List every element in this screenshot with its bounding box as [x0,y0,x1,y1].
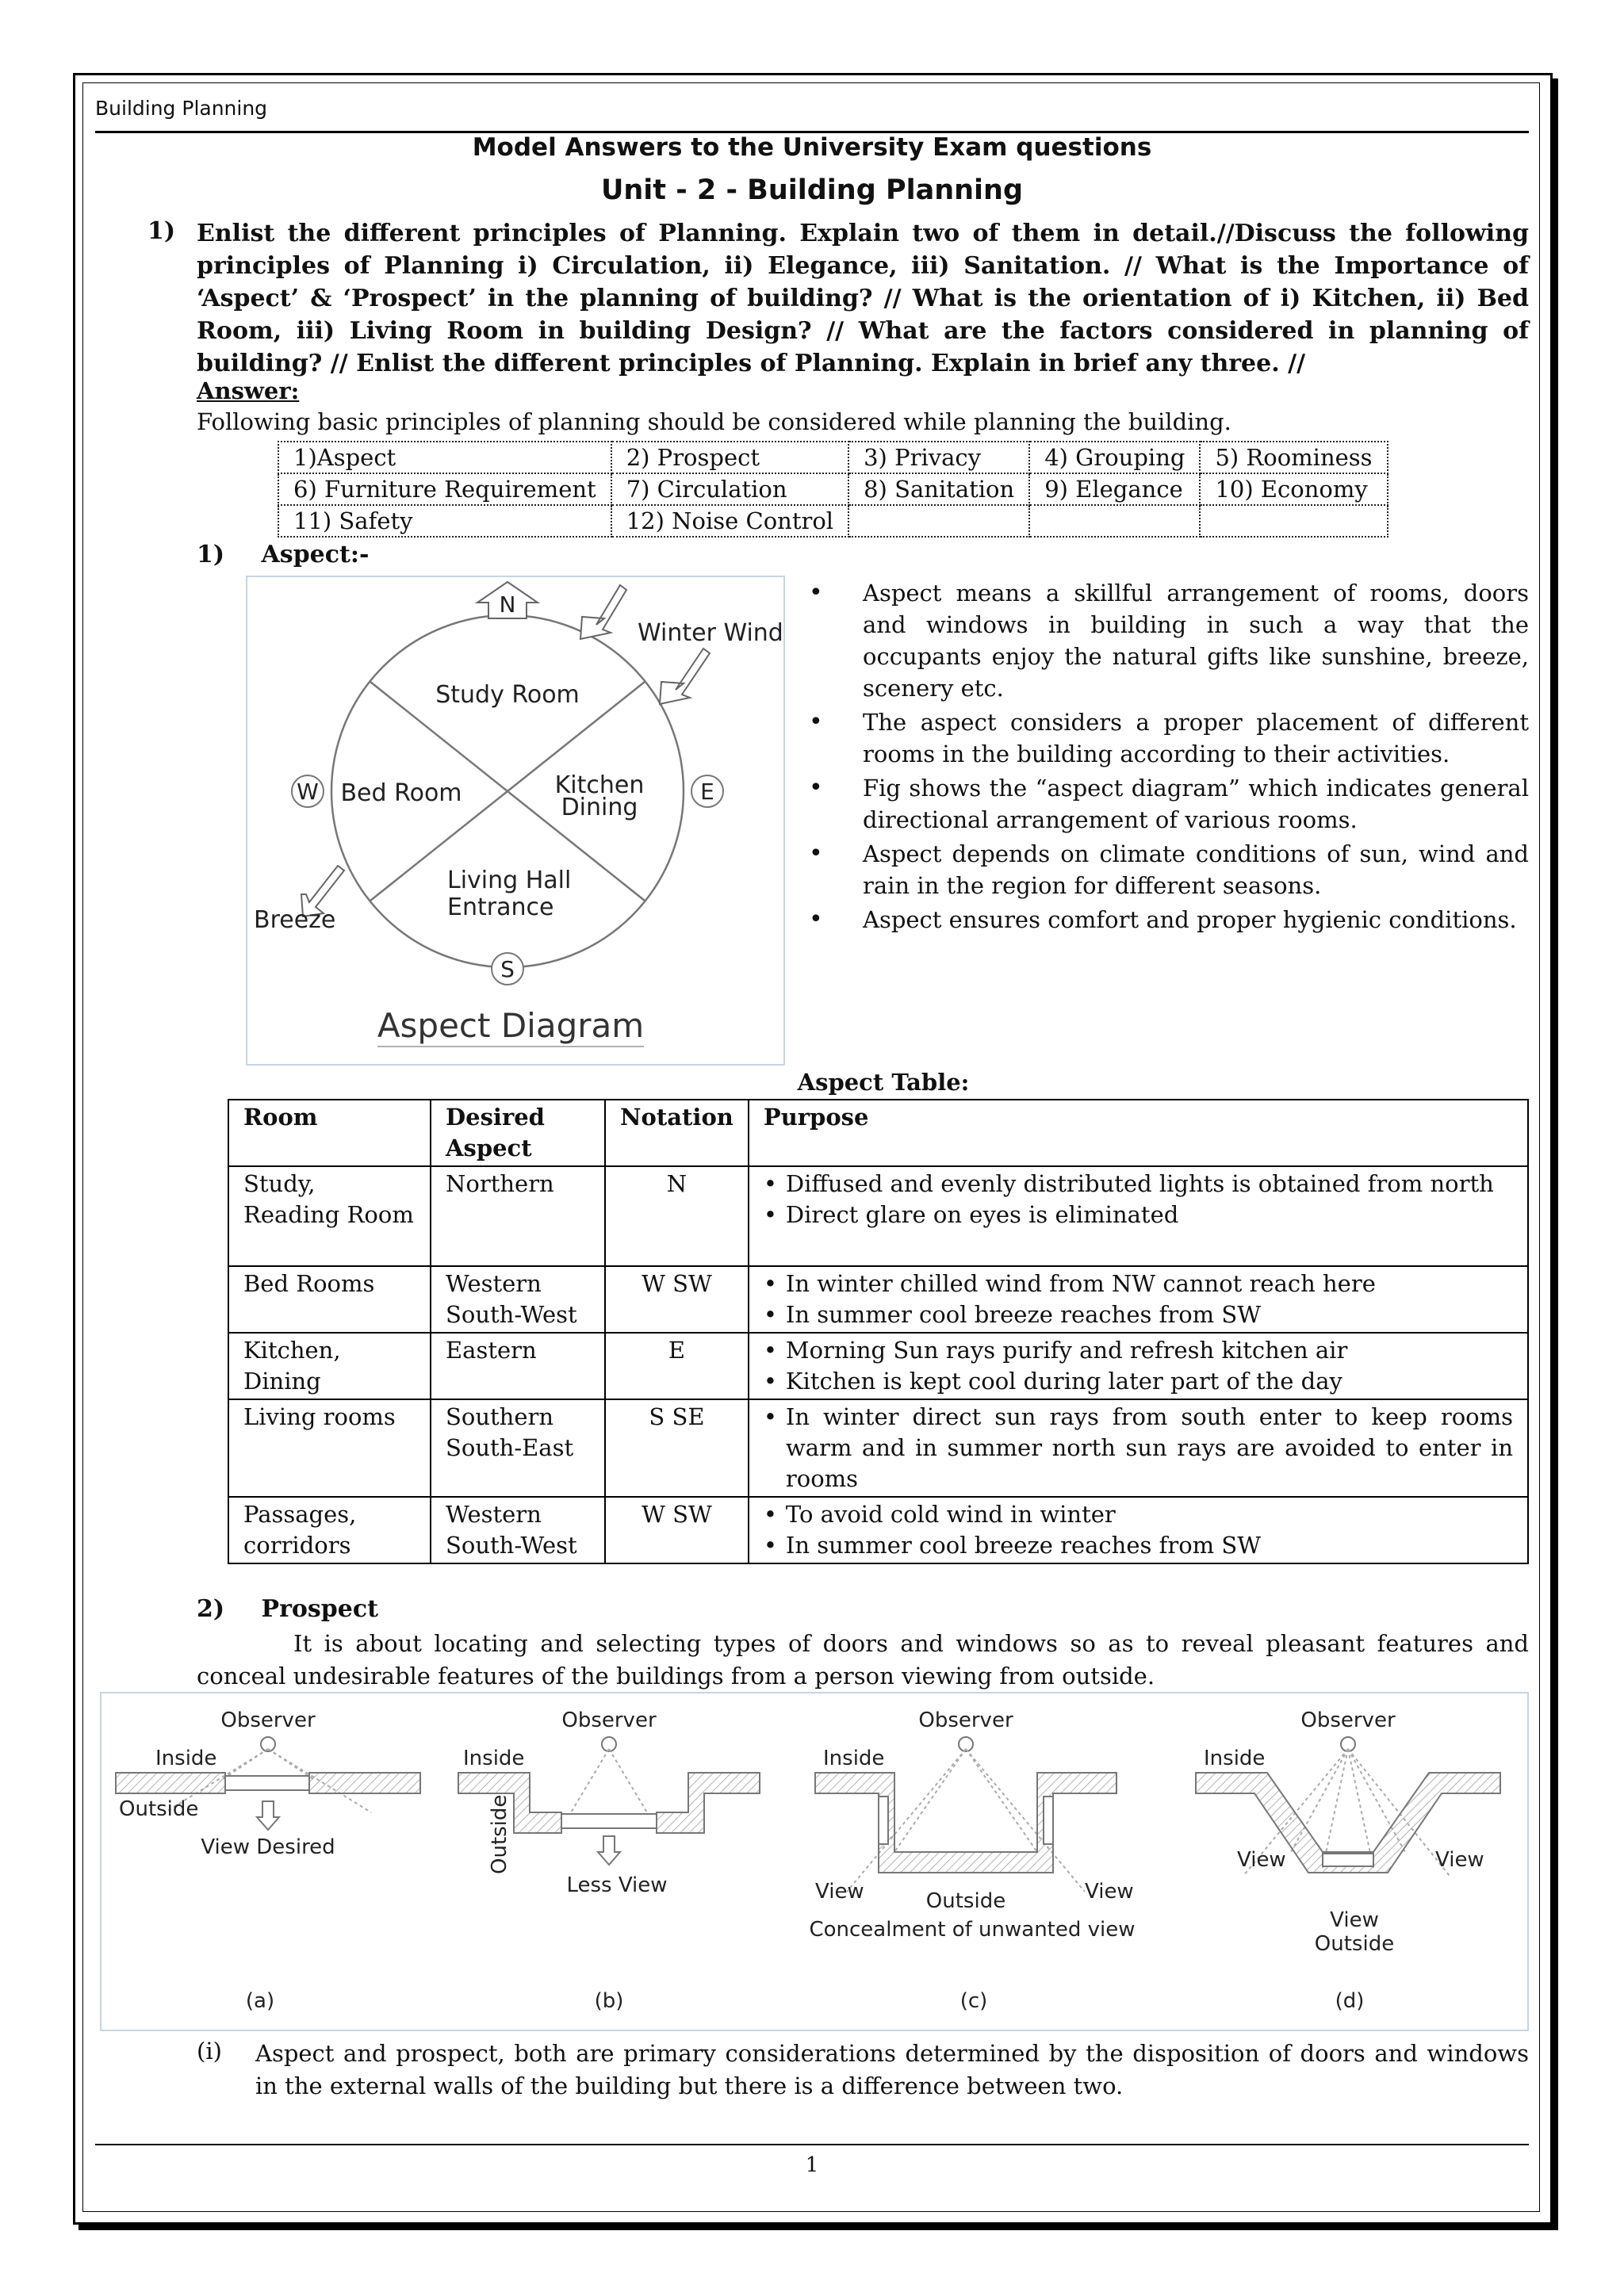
principle-cell: 9) Elegance [1029,473,1200,505]
principle-cell: 12) Noise Control [611,505,848,537]
study-room-label: Study Room [435,681,580,709]
list-item: • Aspect depends on climate conditions of sun, wind and rain in the region for different seasons. [809,838,1529,901]
purpose-item: • Kitchen is kept cool during later part of the day [764,1366,1513,1397]
purpose-item: • In winter direct sun rays from south enter to keep rooms warm and in summer north sun rays are avoided to enter in rooms [764,1402,1513,1494]
table-row [278,442,1388,473]
inside-b: Inside [463,1747,525,1770]
question-number: 1) [147,217,176,245]
aspect-title: Aspect:- [261,541,370,568]
aspect-table [228,1099,1529,1564]
bed-room-label: Bed Room [340,779,462,807]
table-row [228,1497,1528,1563]
entrance-label: Entrance [447,894,554,921]
kitchen-label: Kitchen [554,771,645,799]
cell-purpose [749,1266,1528,1333]
outside-c: Outside [925,1889,1006,1913]
caption-c: (c) [959,1989,988,2013]
principle-cell: 8) Sanitation [848,473,1029,505]
list-item: • Aspect ensures comfort and proper hygienic conditions. [809,904,1529,936]
purpose-item: • In summer cool breeze reaches from SW [764,1299,1513,1330]
cell-room: Study, Reading Room [228,1166,431,1266]
prospect-figure [100,1692,1529,2031]
prospect-figure-svg [102,1693,1527,2030]
breeze-label: Breeze [254,906,336,934]
footer-rule [95,2144,1529,2145]
page-number: 1 [805,2153,819,2177]
question-text: Enlist the different principles of Planning. Explain two of them in detail.//Discuss the following principles of Planning i) Circulation, ii) Elegance, iii) Sanitation. // What is the Importance of ‘Aspect’ & ‘Prospect’ in the planning of building? // What is the orientation of i) Kitchen, ii) Bed Room, iii) Living Room in building Design? // What are the factors considered in planning of building? // Enlist the different principles of Planning. Explain in brief any three. // [197,220,1529,377]
observer-a: Observer [220,1709,316,1732]
principle-cell [1200,505,1387,537]
unit-title: Unit - 2 - Building Planning [600,174,1024,206]
cell-purpose [749,1333,1528,1399]
cell-aspect: Northern [431,1166,605,1266]
page [95,87,1529,2196]
table-row [228,1333,1528,1399]
cell-purpose [749,1166,1528,1266]
principle-cell: 2) Prospect [611,442,848,473]
aspect-diagram [246,576,785,1066]
caption-a: (a) [245,1989,275,2013]
principle-cell [1029,505,1200,537]
principles-table [278,441,1388,538]
principle-cell: 4) Grouping [1029,442,1200,473]
dining-label: Dining [561,794,638,821]
principle-cell: 1)Aspect [278,442,611,473]
aspect-heading [197,541,369,568]
purpose-item: • In summer cool breeze reaches from SW [764,1530,1513,1561]
header-notation: Notation [605,1100,749,1166]
west-label: W [297,779,319,805]
list-item: • The aspect considers a proper placement of different rooms in the building according to their activities. [809,706,1529,770]
south-label: S [500,956,515,982]
cell-notation: W SW [605,1497,749,1563]
main-title: Model Answers to the University Exam questions [472,133,1152,162]
prospect-heading [197,1595,378,1623]
observer-d: Observer [1300,1709,1396,1732]
view-d-left: View [1237,1848,1286,1872]
concealment-label: Concealment of unwanted view [809,1918,1136,1942]
table-row [278,473,1388,505]
prospect-title: Prospect [261,1595,378,1623]
cell-room: Kitchen, Dining [228,1333,431,1399]
cell-aspect: Western South-West [431,1497,605,1563]
view-c-right: View [1085,1880,1134,1904]
principle-cell: 5) Roominess [1200,442,1387,473]
aspect-diagram-svg [247,577,783,1064]
principle-cell: 11) Safety [278,505,611,537]
cell-purpose [749,1399,1528,1497]
caption-d: (d) [1335,1989,1365,2013]
east-label: E [700,779,714,805]
item-i-label: (i) [197,2038,222,2064]
outside-b: Outside [488,1794,511,1874]
principle-cell: 3) Privacy [848,442,1029,473]
outside-d: Outside [1314,1932,1395,1956]
caption-b: (b) [594,1989,624,2013]
north-label: N [499,591,516,618]
principle-cell [848,505,1029,537]
observer-c: Observer [918,1709,1013,1732]
answer-intro: Following basic principles of planning should be considered while planning the building. [197,408,1231,435]
cell-notation: W SW [605,1266,749,1333]
table-row [228,1166,1528,1266]
inside-a: Inside [155,1747,217,1770]
view-c-left: View [815,1880,864,1904]
header-aspect: Desired Aspect [431,1100,605,1166]
cell-room: Passages, corridors [228,1497,431,1563]
view-desired-label: View Desired [201,1835,335,1859]
table-row [278,505,1388,537]
table-header-row [228,1100,1528,1166]
cell-notation: N [605,1166,749,1266]
principle-cell: 10) Economy [1200,473,1387,505]
aspect-number: 1) [197,541,225,568]
answer-label: Answer: [197,377,300,404]
purpose-item: • In winter chilled wind from NW cannot reach here [764,1269,1513,1299]
cell-aspect: Southern South-East [431,1399,605,1497]
cell-aspect: Eastern [431,1333,605,1399]
list-item: • Aspect means a skillful arrangement of rooms, doors and windows in building in such a way that the occupants enjoy the natural gifts like sunshine, breeze, scenery etc. [809,577,1529,704]
outside-a: Outside [119,1797,199,1821]
aspect-bullets [809,577,1529,938]
table-row [228,1399,1528,1497]
purpose-item: • Direct glare on eyes is eliminated [764,1200,1513,1230]
cell-notation: E [605,1333,749,1399]
purpose-item: • Diffused and evenly distributed lights is obtained from north [764,1169,1513,1200]
principle-cell: 6) Furniture Requirement [278,473,611,505]
table-row [228,1266,1528,1333]
aspect-table-title: Aspect Table: [797,1069,970,1096]
living-hall-label: Living Hall [447,867,572,894]
prospect-text: It is about locating and selecting types of doors and windows so as to reveal pleasant features and conceal undesirable features of the buildings from a person viewing from outside. [197,1630,1529,1689]
cell-purpose [749,1497,1528,1563]
winter-wind-label: Winter Wind [638,619,783,647]
observer-b: Observer [561,1709,657,1732]
cell-room: Bed Rooms [228,1266,431,1333]
header-room: Room [228,1100,431,1166]
view-d-right: View [1435,1848,1484,1872]
running-header: Building Planning [95,97,268,120]
inside-d: Inside [1204,1747,1266,1770]
principle-cell: 7) Circulation [611,473,848,505]
item-i-text: Aspect and prospect, both are primary considerations determined by the disposition of doors and windows in the external walls of the building but there is a difference between two. [255,2040,1529,2099]
diagram-caption: Aspect Diagram [377,1006,645,1045]
list-item: • Fig shows the “aspect diagram” which indicates general directional arrangement of various rooms. [809,772,1529,836]
purpose-item: • Morning Sun rays purify and refresh kitchen air [764,1335,1513,1366]
inside-c: Inside [823,1747,885,1770]
cell-aspect: Western South-West [431,1266,605,1333]
header-purpose: Purpose [749,1100,1528,1166]
less-view-label: Less View [566,1873,668,1897]
purpose-item: • To avoid cold wind in winter [764,1499,1513,1530]
cell-room: Living rooms [228,1399,431,1497]
view-d-bottom: View [1330,1908,1379,1932]
cell-notation: S SE [605,1399,749,1497]
prospect-number: 2) [197,1595,225,1623]
